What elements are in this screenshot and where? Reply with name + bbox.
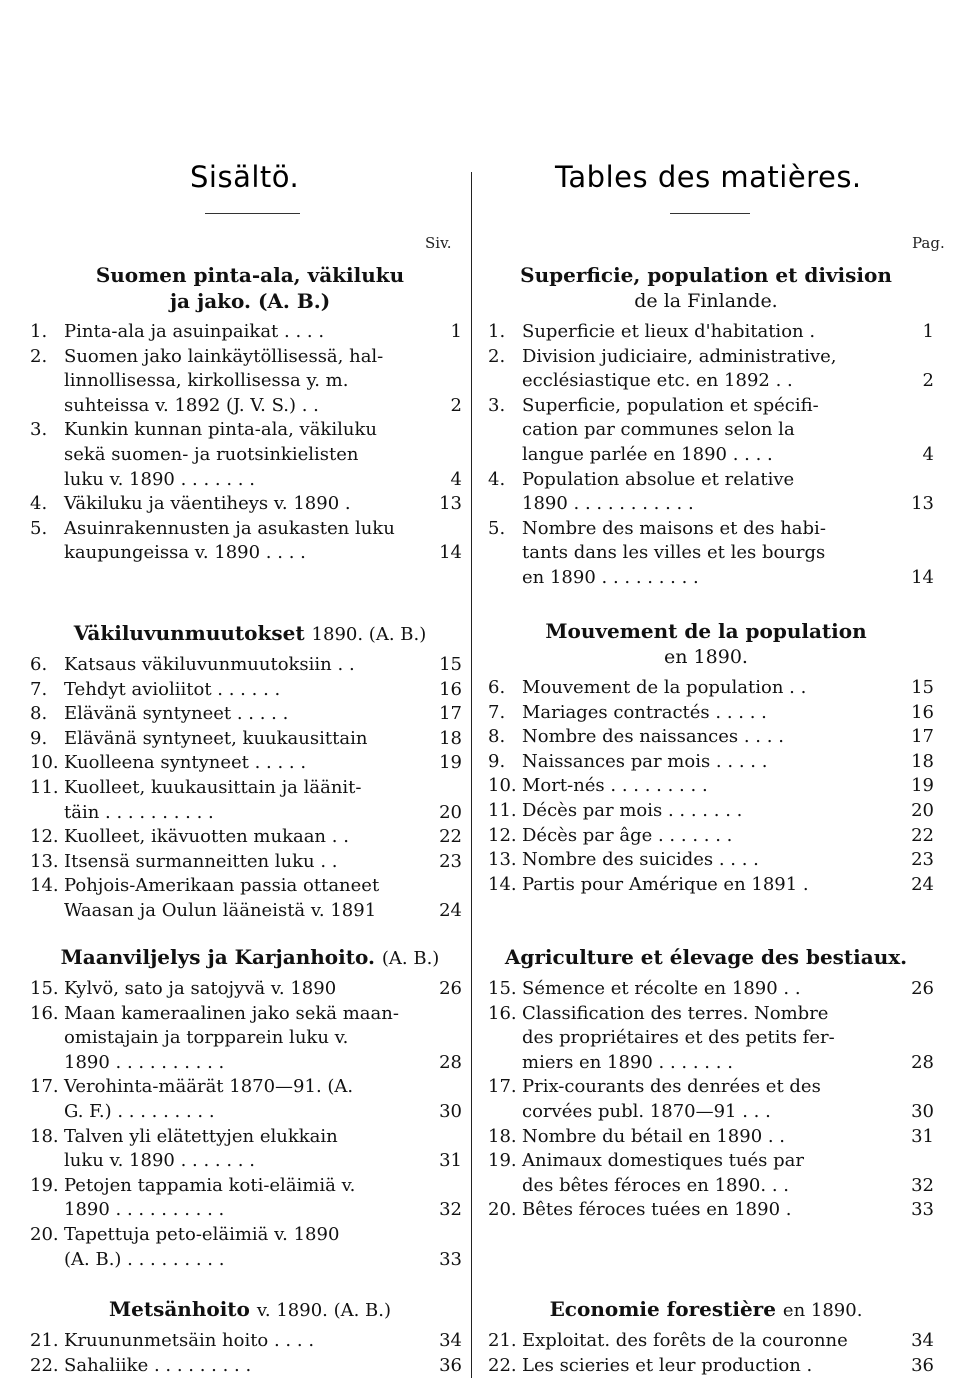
- toc-entry: [30, 1149, 462, 1174]
- entry-title: Mouvement de la population . .: [522, 677, 807, 698]
- entry-page: 26: [439, 978, 462, 999]
- entry-page: 32: [439, 1199, 462, 1221]
- entry-number: 21.: [488, 1330, 517, 1351]
- entry-page: 19: [911, 775, 934, 797]
- entry-page: 24: [439, 900, 462, 921]
- entry-page: 20: [911, 800, 934, 821]
- toc-entry: [488, 676, 934, 701]
- entry-title: Tapettuja peto-eläimiä v. 1890: [64, 1224, 340, 1245]
- entry-number: 15.: [488, 978, 517, 999]
- entry-page: 22: [439, 826, 462, 848]
- entry-number: 18.: [30, 1125, 59, 1147]
- entry-title: Nombre du bétail en 1890 . .: [522, 1125, 786, 1147]
- entry-page: 30: [911, 1101, 934, 1122]
- entry-title: Naissances par mois . . . . .: [522, 750, 768, 772]
- entry-page: 24: [911, 873, 934, 895]
- toc-entry: [30, 850, 462, 875]
- entry-page: 15: [439, 654, 462, 675]
- entry-page: 34: [911, 1330, 934, 1351]
- entry-number: 22.: [488, 1354, 517, 1376]
- entry-title: Väkiluku ja väentiheys v. 1890 .: [64, 493, 351, 515]
- toc-entry: [488, 1002, 934, 1027]
- entry-number: 6.: [488, 677, 506, 698]
- entry-number: 11.: [488, 800, 517, 821]
- toc-entry: [488, 517, 934, 542]
- entry-title: Talven yli elätettyjen elukkain: [64, 1125, 338, 1147]
- entry-page: 1: [922, 321, 934, 342]
- entry-title: Sémence et récolte en 1890 . .: [522, 978, 801, 999]
- entry-title: Kuolleena syntyneet . . . . .: [64, 752, 307, 774]
- toc-entry: [30, 492, 462, 517]
- section-heading-tail: (A. B.): [381, 948, 440, 969]
- section-heading-sub: ja jako. (A. B.): [169, 289, 331, 313]
- toc-entry: [488, 824, 934, 849]
- toc-entry: [488, 725, 934, 750]
- entry-title: Tehdyt avioliitot . . . . . .: [64, 678, 281, 700]
- entry-title: miers en 1890 . . . . . . .: [522, 1051, 733, 1073]
- toc-entry: [30, 468, 462, 493]
- entry-page: 28: [911, 1051, 934, 1073]
- entry-number: 13.: [488, 849, 517, 871]
- entry-page: 17: [439, 703, 462, 725]
- section-heading-text: Maanviljelys ja Karjanhoito.: [60, 945, 375, 969]
- entry-title: Animaux domestiques tués par: [522, 1150, 804, 1172]
- entry-title: Superficie et lieux d'habitation .: [522, 321, 816, 342]
- entry-number: 7.: [30, 678, 48, 700]
- entry-title: omistajain ja torpparein luku v.: [64, 1027, 349, 1049]
- toc-entry: [30, 801, 462, 826]
- toc-entry: [488, 1149, 934, 1174]
- entry-number: 8.: [488, 726, 506, 748]
- entry-page: 33: [911, 1199, 934, 1221]
- entry-title: Kylvö, sato ja satojyvä v. 1890: [64, 978, 337, 999]
- entry-page: 14: [911, 567, 934, 588]
- entry-title: Petojen tappamia koti-eläimiä v.: [64, 1174, 356, 1196]
- entry-title: Sahaliike . . . . . . . . .: [64, 1354, 252, 1376]
- entry-title: langue parlée en 1890 . . . .: [522, 444, 773, 465]
- toc-entry: [30, 899, 462, 924]
- entry-page: 19: [439, 752, 462, 774]
- toc-entry: [30, 776, 462, 801]
- entry-page: 22: [911, 824, 934, 846]
- entry-title: Waasan ja Oulun lääneistä v. 1891: [64, 900, 377, 921]
- entry-title: cation par communes selon la: [522, 419, 795, 441]
- section-heading-sub: en 1890.: [664, 646, 748, 668]
- entry-title: 1890 . . . . . . . . . .: [64, 1199, 225, 1221]
- entry-title: Elävänä syntyneet . . . . .: [64, 703, 289, 725]
- toc-entry: [488, 345, 934, 370]
- entry-title: ecclésiastique etc. en 1892 . .: [522, 370, 793, 392]
- entry-title: Itsensä surmanneitten luku . .: [64, 850, 338, 872]
- entry-title: täin . . . . . . . . . .: [64, 801, 214, 823]
- toc-entry: [30, 678, 462, 703]
- entry-title: Nombre des maisons et des habi-: [522, 517, 826, 539]
- toc-entry: [30, 541, 462, 566]
- toc-entry: [30, 443, 462, 468]
- entry-title: kaupungeissa v. 1890 . . . .: [64, 542, 306, 564]
- toc-entry: [30, 369, 462, 394]
- entry-title: Kuolleet, kuukausittain ja läänit-: [64, 777, 362, 798]
- entry-page: 26: [911, 978, 934, 999]
- entry-title: en 1890 . . . . . . . . .: [522, 567, 699, 588]
- entry-page: 2: [922, 370, 934, 392]
- entry-page: 33: [439, 1248, 462, 1270]
- entry-number: 8.: [30, 703, 48, 725]
- entry-number: 18.: [488, 1125, 517, 1147]
- entry-title: Prix-courants des denrées et des: [522, 1076, 821, 1098]
- entry-number: 1.: [30, 321, 48, 342]
- toc-entry: [488, 799, 934, 824]
- entry-number: 4.: [30, 493, 48, 515]
- toc-entry: [488, 1198, 934, 1223]
- toc-entry: [30, 1354, 462, 1379]
- entry-number: 3.: [488, 394, 506, 416]
- title-rule: [205, 213, 300, 214]
- toc-entry: [30, 1002, 462, 1027]
- column-divider: [471, 172, 472, 1378]
- toc-entry: [30, 702, 462, 727]
- entry-number: 5.: [30, 517, 48, 539]
- entry-number: 15.: [30, 978, 59, 999]
- page-column-header: Pag.: [912, 234, 945, 252]
- entry-title: suhteissa v. 1892 (J. V. S.) . .: [64, 394, 319, 416]
- entry-title: luku v. 1890 . . . . . . .: [64, 468, 255, 490]
- toc-entry: [488, 774, 934, 799]
- entry-page: 23: [439, 850, 462, 872]
- entry-page: 2: [450, 394, 462, 416]
- entry-page: 30: [439, 1101, 462, 1122]
- entry-number: 11.: [30, 777, 59, 798]
- entry-title: corvées publ. 1870—91 . . .: [522, 1101, 771, 1122]
- entry-number: 17.: [30, 1076, 59, 1098]
- toc-entry: [488, 394, 934, 419]
- toc-entry: [30, 1329, 462, 1354]
- toc-entry: [30, 394, 462, 419]
- entry-title: Suomen jako lainkäytöllisessä, hal-: [64, 345, 384, 367]
- page-title-french: Tables des matières.: [555, 160, 862, 194]
- entry-page: 18: [911, 750, 934, 772]
- entry-title: sekä suomen- ja ruotsinkielisten: [64, 444, 359, 465]
- section-heading: [446, 1296, 960, 1324]
- section-heading: [0, 944, 510, 972]
- entry-page: 4: [450, 468, 462, 490]
- section-heading-text: Suomen pinta-ala, väkiluku: [95, 263, 405, 287]
- section-heading: [446, 618, 960, 670]
- toc-entry: [30, 653, 462, 678]
- entry-number: 2.: [488, 345, 506, 367]
- toc-entry: [488, 873, 934, 898]
- entry-number: 13.: [30, 850, 59, 872]
- section-heading-text: Economie forestière: [549, 1297, 776, 1321]
- entry-number: 10.: [488, 775, 517, 797]
- entry-number: 6.: [30, 654, 48, 675]
- toc-entry: [30, 1100, 462, 1125]
- toc-entry: [30, 418, 462, 443]
- section-heading: [446, 944, 960, 970]
- entry-title: luku v. 1890 . . . . . . .: [64, 1150, 255, 1172]
- entry-number: 16.: [30, 1002, 59, 1024]
- entry-number: 21.: [30, 1330, 59, 1351]
- entry-page: 31: [911, 1125, 934, 1147]
- entry-title: Division judiciaire, administrative,: [522, 345, 837, 367]
- toc-entry: [488, 848, 934, 873]
- entry-title: Bêtes féroces tuées en 1890 .: [522, 1199, 792, 1221]
- entry-title: Katsaus väkiluvunmuutoksiin . .: [64, 654, 355, 675]
- toc-entry: [488, 492, 934, 517]
- entry-page: 18: [439, 727, 462, 749]
- section-heading-tail: v. 1890. (A. B.): [256, 1300, 392, 1321]
- toc-entry: [30, 1198, 462, 1223]
- toc-entry: [30, 1248, 462, 1273]
- page-title-finnish: Sisältö.: [190, 160, 300, 194]
- entry-page: 28: [439, 1051, 462, 1073]
- entry-title: Kruununmetsäin hoito . . . .: [64, 1330, 315, 1351]
- entry-number: 4.: [488, 468, 506, 490]
- entry-title: Décès par mois . . . . . . .: [522, 800, 743, 821]
- entry-title: 1890 . . . . . . . . . .: [64, 1051, 225, 1073]
- toc-entry: [488, 701, 934, 726]
- entry-title: Elävänä syntyneet, kuukausittain: [64, 727, 368, 749]
- toc-entry: [488, 369, 934, 394]
- entry-title: Kunkin kunnan pinta-ala, väkiluku: [64, 419, 377, 441]
- entry-number: 5.: [488, 517, 506, 539]
- toc-entry: [30, 1174, 462, 1199]
- page-column-header: Siv.: [425, 234, 452, 252]
- entry-page: 13: [911, 493, 934, 515]
- section-heading-text: Mouvement de la population: [545, 619, 867, 643]
- entry-title: Pinta-ala ja asuinpaikat . . . .: [64, 321, 325, 342]
- entry-page: 1: [450, 321, 462, 342]
- toc-entry: [488, 443, 934, 468]
- entry-number: 9.: [30, 727, 48, 749]
- section-heading-text: Superficie, population et division: [520, 263, 892, 287]
- toc-entry: [30, 751, 462, 776]
- toc-entry: [30, 727, 462, 752]
- toc-entry: [488, 1125, 934, 1150]
- entry-number: 19.: [30, 1174, 59, 1196]
- entry-page: 23: [911, 849, 934, 871]
- entry-title: (A. B.) . . . . . . . . .: [64, 1248, 225, 1270]
- entry-number: 14.: [488, 873, 517, 895]
- toc-entry: [488, 1100, 934, 1125]
- toc-entry: [30, 1223, 462, 1248]
- toc-entry: [488, 1354, 934, 1379]
- entry-number: 1.: [488, 321, 506, 342]
- entry-title: Pohjois-Amerikaan passia ottaneet: [64, 875, 380, 897]
- section-heading-tail: 1890. (A. B.): [311, 624, 427, 645]
- section-heading: [0, 262, 510, 314]
- entry-number: 20.: [488, 1199, 517, 1221]
- toc-entry: [488, 418, 934, 443]
- entry-number: 20.: [30, 1224, 59, 1245]
- entry-page: 16: [911, 701, 934, 723]
- toc-entry: [30, 1075, 462, 1100]
- entry-title: 1890 . . . . . . . . . . .: [522, 493, 694, 515]
- entry-page: 4: [922, 444, 934, 465]
- entry-page: 36: [439, 1354, 462, 1376]
- entry-title: Mariages contractés . . . . .: [522, 701, 767, 723]
- toc-entry: [30, 345, 462, 370]
- entry-number: 12.: [488, 824, 517, 846]
- entry-title: Partis pour Amérique en 1891 .: [522, 873, 809, 895]
- section-heading-tail: en 1890.: [782, 1300, 863, 1321]
- entry-page: 32: [911, 1174, 934, 1196]
- toc-entry: [488, 1075, 934, 1100]
- entry-number: 19.: [488, 1150, 517, 1172]
- entry-page: 16: [439, 678, 462, 700]
- entry-page: 13: [439, 493, 462, 515]
- entry-title: des propriétaires et des petits fer-: [522, 1027, 835, 1049]
- toc-entry: [488, 1329, 934, 1354]
- section-heading-text: Agriculture et élevage des bestiaux.: [504, 945, 908, 969]
- entry-number: 16.: [488, 1002, 517, 1024]
- title-rule: [670, 213, 750, 214]
- section-heading: [446, 262, 960, 314]
- section-heading-sub: de la Finlande.: [634, 290, 778, 312]
- entry-title: Les scieries et leur production .: [522, 1354, 813, 1376]
- toc-entry: [488, 541, 934, 566]
- entry-title: Kuolleet, ikävuotten mukaan . .: [64, 826, 349, 848]
- toc-entry: [30, 977, 462, 1002]
- entry-title: Exploitat. des forêts de la couronne: [522, 1330, 848, 1351]
- toc-entry: [488, 1174, 934, 1199]
- entry-page: 17: [911, 726, 934, 748]
- entry-title: Population absolue et relative: [522, 468, 795, 490]
- entry-title: des bêtes féroces en 1890. . .: [522, 1174, 789, 1196]
- toc-entry: [488, 566, 934, 591]
- entry-number: 10.: [30, 752, 59, 774]
- entry-page: 20: [439, 801, 462, 823]
- entry-number: 17.: [488, 1076, 517, 1098]
- entry-title: Nombre des naissances . . . .: [522, 726, 784, 748]
- toc-entry: [488, 1026, 934, 1051]
- entry-page: 34: [439, 1330, 462, 1351]
- entry-number: 9.: [488, 750, 506, 772]
- toc-entry: [30, 1051, 462, 1076]
- entry-title: Asuinrakennusten ja asukasten luku: [64, 517, 395, 539]
- entry-title: Classification des terres. Nombre: [522, 1002, 829, 1024]
- section-heading: [0, 1296, 510, 1324]
- entry-number: 7.: [488, 701, 506, 723]
- toc-entry: [488, 468, 934, 493]
- entry-page: 36: [911, 1354, 934, 1376]
- toc-entry: [30, 320, 462, 345]
- entry-page: 31: [439, 1150, 462, 1172]
- section-heading-text: Väkiluvunmuutokset: [73, 621, 305, 645]
- entry-page: 14: [439, 542, 462, 564]
- entry-page: 15: [911, 677, 934, 698]
- toc-entry: [30, 874, 462, 899]
- entry-title: Maan kameraalinen jako sekä maan-: [64, 1002, 399, 1024]
- toc-entry: [488, 320, 934, 345]
- entry-title: Mort-nés . . . . . . . . .: [522, 775, 708, 797]
- entry-number: 2.: [30, 345, 48, 367]
- entry-title: tants dans les villes et les bourgs: [522, 542, 826, 564]
- entry-number: 14.: [30, 875, 59, 897]
- entry-title: Verohinta-määrät 1870—91. (A.: [64, 1076, 354, 1098]
- entry-title: Superficie, population et spécifi-: [522, 394, 819, 416]
- entry-number: 12.: [30, 826, 59, 848]
- entry-number: 22.: [30, 1354, 59, 1376]
- toc-entry: [488, 977, 934, 1002]
- toc-entry: [30, 517, 462, 542]
- section-heading-text: Metsänhoito: [108, 1297, 250, 1321]
- toc-entry: [488, 1051, 934, 1076]
- entry-number: 3.: [30, 419, 48, 441]
- section-heading: [0, 620, 510, 648]
- entry-title: linnollisessa, kirkollisessa y. m.: [64, 370, 349, 392]
- toc-entry: [30, 825, 462, 850]
- entry-title: G. F.) . . . . . . . . .: [64, 1101, 215, 1122]
- toc-entry: [488, 750, 934, 775]
- toc-entry: [30, 1125, 462, 1150]
- entry-title: Nombre des suicides . . . .: [522, 849, 759, 871]
- entry-title: Décès par âge . . . . . . .: [522, 824, 733, 846]
- toc-entry: [30, 1026, 462, 1051]
